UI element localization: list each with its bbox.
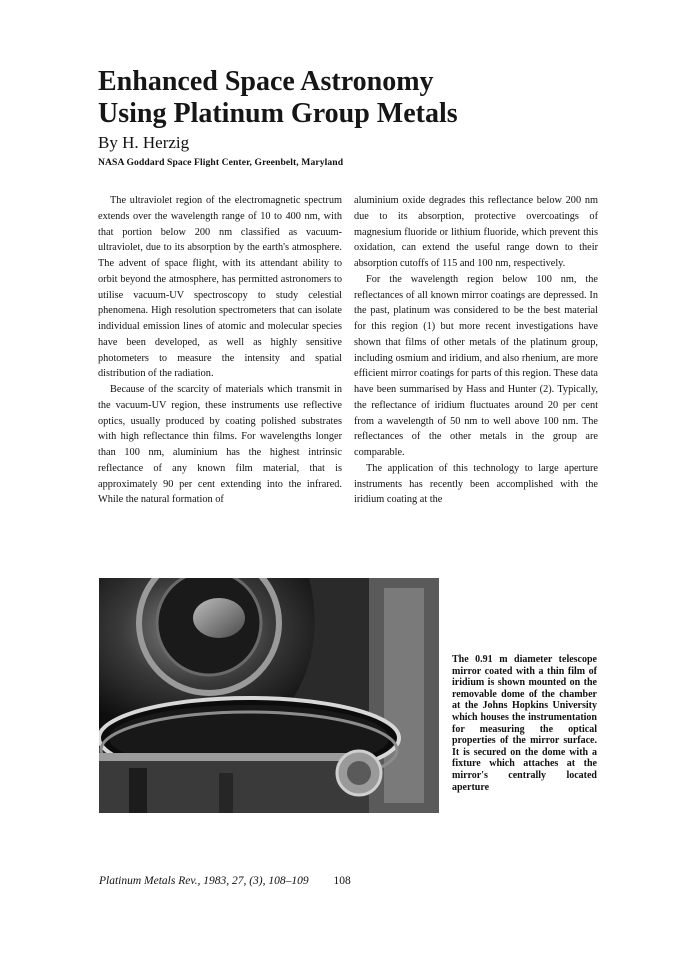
page-number: 108	[333, 875, 351, 887]
author-affiliation: NASA Goddard Space Flight Center, Greenbelt, Maryland	[98, 157, 344, 168]
journal-citation: Platinum Metals Rev., 1983, 27, (3), 108–109	[99, 875, 309, 887]
page-footer	[99, 875, 351, 887]
paragraph: aluminium oxide degrades this reflectance below 200 nm due to its absorption, protective overcoatings of magnesium fluoride or lithium fluoride, which prevent this oxidation, can extend the useful range down to their absorption cutoffs of 115 and 100 nm, respectively.	[354, 195, 598, 269]
mirror-photograph	[99, 578, 439, 813]
title-line-1: Enhanced Space Astronomy	[98, 66, 434, 97]
text-column-left	[98, 193, 342, 508]
paragraph: The ultraviolet region of the electromagnetic spectrum extends over the wavelength range of 10 to 400 nm, with that portion below 200 nm classified as vacuum-ultraviolet, due to its absorption by the earth's atmosphere. The advent of space flight, with its attendant ability to orbit beyond the atmosphere, has permitted astronomers to utilise vacuum-UV spectroscopy to study celestial phenomena. High resolution spectrometers that can isolate individual emission lines of atomic and molecular species have been developed, as well as highly sensitive photometers to measure the intensity and spatial distribution of the radiation.	[98, 195, 342, 380]
mirror-photo-illustration	[99, 578, 439, 813]
text-column-right	[354, 193, 598, 508]
paragraph: The application of this technology to large aperture instruments has recently been accomplished with the iridium coating at the	[354, 462, 598, 506]
author-byline: By H. Herzig	[98, 133, 190, 152]
paragraph: Because of the scarcity of materials which transmit in the vacuum-UV region, these instruments use reflective optics, usually produced by coating polished substrates with high reflectance thin films. For wavelengths longer than 100 nm, aluminium has the highest intrinsic reflectance of any known film material, that is approximately 90 per cent extending into the infrared. While the natural formation of	[98, 384, 342, 506]
title-line-2: Using Platinum Group Metals	[98, 98, 458, 129]
paragraph: For the wavelength region below 100 nm, the reflectances of all known mirror coatings are depressed. In the past, platinum was considered to be the best material for this region (1) but more recent investigations have shown that films of other metals of the platinum group, including osmium and iridium, and also rhenium, are more efficient mirror coatings for parts of this region. These data have been summarised by Hass and Hunter (2). Typically, the reflectance of iridium fluctuates around 20 per cent from a wavelength of 50 nm to well above 100 nm. The reflectances of the other metals in the group are comparable.	[354, 273, 598, 458]
article-title	[98, 66, 658, 130]
figure-caption: The 0.91 m diameter telescope mirror coated with a thin film of iridium is shown mounted on the removable dome of the chamber at the Johns Hopkins University which houses the instrumentation for measuring the optical properties of the mirror surface. It is secured on the dome with a fixture which attaches at the mirror's centrally located aperture	[452, 654, 597, 793]
